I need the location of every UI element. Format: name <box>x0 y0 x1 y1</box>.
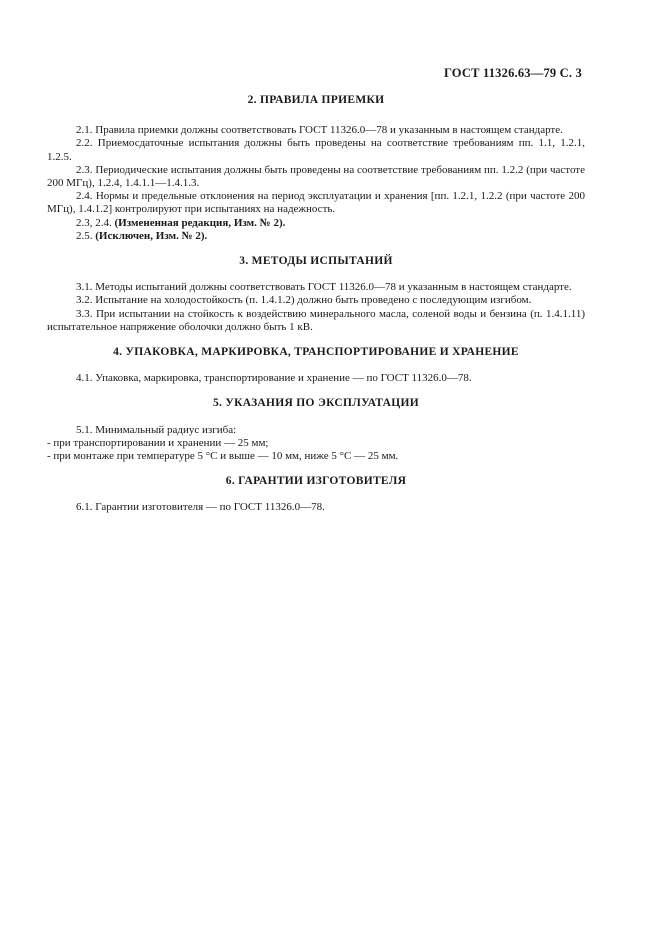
paragraph: 5.1. Минимальный радиус изгиба: <box>76 423 237 436</box>
list-item: - при транспортировании и хранении — 25 мм; <box>47 436 269 449</box>
paragraph: 2.3. Периодические испытания должны быть проведены на соответствие требованиям пп. 1.2.2 (при частоте 200 МГц), 1.2.4, 1.4.1.1—1.4.1.3. <box>47 163 585 190</box>
paragraph: 2.2. Приемосдаточные испытания должны быть проведены на соответствие требованиям пп. 1.1, 1.2.1, 1.2.5. <box>47 137 585 163</box>
document-body <box>47 94 585 515</box>
amendment-text: (Измененная редакция, Изм. № 2). <box>114 216 286 229</box>
paragraph: 3.1. Методы испытаний должны соответствовать ГОСТ 11326.0—78 и указанным в настоящем стандарте. <box>76 281 572 294</box>
section-warranty <box>47 475 585 514</box>
section-operation <box>47 397 585 463</box>
section-title: 3. МЕТОДЫ ИСПЫТАНИЙ <box>239 255 393 268</box>
paragraph: 4.1. Упаковка, маркировка, транспортирование и хранение — по ГОСТ 11326.0—78. <box>76 372 472 385</box>
paragraph: 2.1. Правила приемки должны соответствовать ГОСТ 11326.0—78 и указанным в настоящем стандарте. <box>76 124 563 137</box>
page-header: ГОСТ 11326.63—79 С. 3 <box>443 66 582 80</box>
section-acceptance-rules <box>47 94 585 243</box>
paragraph: 6.1. Гарантии изготовителя — по ГОСТ 11326.0—78. <box>76 501 325 514</box>
clause-number: 2.3, 2.4. <box>76 216 112 229</box>
list-item: - при монтаже при температуре 5 °С и выше — 10 мм, ниже 5 °С — 25 мм. <box>47 450 399 463</box>
section-title: 2. ПРАВИЛА ПРИЕМКИ <box>247 94 385 106</box>
clause-number: 2.5. <box>76 229 93 242</box>
section-title: 6. ГАРАНТИИ ИЗГОТОВИТЕЛЯ <box>225 475 407 488</box>
amendment-note <box>47 217 585 230</box>
paragraph: 3.2. Испытание на холодостойкость (п. 1.4.1.2) должно быть проведено с последующим изгибом. <box>76 294 532 307</box>
section-title: 4. УПАКОВКА, МАРКИРОВКА, ТРАНСПОРТИРОВАНИЕ И ХРАНЕНИЕ <box>113 346 519 359</box>
section-packaging <box>47 346 585 385</box>
section-test-methods <box>47 255 585 334</box>
paragraph: 2.4. Нормы и предельные отклонения на период эксплуатации и хранения [пп. 1.2.1, 1.2.2 (при частоте 200 МГц), 1.4.1.2] контролируют при испытаниях на надежность. <box>47 190 585 216</box>
amendment-note <box>47 230 585 243</box>
paragraph: 3.3. При испытании на стойкость к воздействию минерального масла, соленой воды и бензина (п. 1.4.1.11) испытательное напряжение оболочки должно быть 1 кВ. <box>47 307 585 333</box>
amendment-text: (Исключен, Изм. № 2). <box>95 229 208 242</box>
section-title: 5. УКАЗАНИЯ ПО ЭКСПЛУАТАЦИИ <box>212 397 420 410</box>
